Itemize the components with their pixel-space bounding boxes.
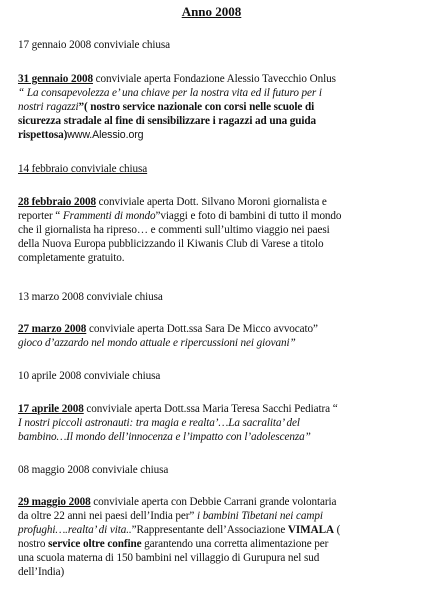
entry-line-text: garantendo una corretta alimentazione per bbox=[141, 538, 329, 550]
entry-line bbox=[18, 537, 418, 551]
entry-text: 17 gennaio 2008 conviviale chiusa bbox=[18, 39, 171, 51]
entry-14-febbraio bbox=[18, 162, 418, 176]
entry-quote: Frammenti di mondo bbox=[62, 210, 156, 222]
entry-line-text: ( bbox=[333, 524, 341, 536]
entry-line bbox=[18, 322, 418, 336]
entry-line bbox=[18, 209, 418, 223]
entry-line-text: conviviale aperta Dott.ssa Maria Teresa Sacchi Pediatra “ bbox=[83, 403, 338, 415]
entry-text: 14 febbraio conviviale chiusa bbox=[18, 163, 148, 175]
entry-line-text: sicurezza stradale al fine di sensibilizzare i ragazzi ad una guida bbox=[18, 115, 317, 127]
entry-line-text: conviviale aperta Dott. Silvano Moroni giornalista e bbox=[95, 196, 327, 208]
entry-line-text: nostro bbox=[18, 538, 49, 550]
entry-quote: gioco d’azzardo nel mondo attuale e ripercussioni nei giovani” bbox=[18, 337, 296, 349]
entry-line-text: una scuola materna di 150 bambini nel villaggio di Gurupura nel sud bbox=[18, 552, 320, 564]
entry-line-text: completamente gratuito. bbox=[18, 252, 125, 264]
entry-line-text: conviviale aperta Fondazione Alessio Tavecchio Onlus bbox=[92, 73, 336, 85]
entry-line-text: conviviale aperta Dott.ssa Sara De Micco avvocato” bbox=[86, 323, 318, 335]
entry-line bbox=[18, 402, 418, 416]
entry-line bbox=[18, 100, 418, 114]
entry-line-text: della Nuova Europa pubblicizzando il Kiwanis Club di Varese a titolo bbox=[18, 238, 324, 250]
entry-27-marzo bbox=[18, 322, 418, 350]
entry-date: 17 aprile 2008 bbox=[18, 403, 84, 415]
entry-line-text: ”( nostro service nazionale con corsi nelle scuole di bbox=[78, 101, 315, 113]
entry-line-text: ”viaggi e foto di bambini di tutto il mondo bbox=[155, 210, 342, 222]
entry-quote-end: nostri ragazzi bbox=[18, 101, 79, 113]
entry-quote: bambino…Il mondo dell’innocenza e l’impatto con l’adolescenza” bbox=[18, 431, 311, 443]
entry-quote: profughi….realta’ di vita.. bbox=[18, 524, 132, 536]
entry-date: 28 febbraio 2008 bbox=[18, 196, 96, 208]
entry-17-aprile bbox=[18, 402, 418, 444]
entry-quote: “ La consapevolezza e’ una chiave per la nostra vita ed il futuro per i bbox=[18, 87, 322, 99]
entry-line-text: da oltre 22 anni nei paesi dell’India per” bbox=[18, 510, 197, 522]
entry-date: 27 marzo 2008 bbox=[18, 323, 87, 335]
entry-line-text: ”Rappresentante dell’Associazione bbox=[131, 524, 288, 536]
entry-text: 08 maggio 2008 conviviale chiusa bbox=[18, 464, 169, 476]
entry-line bbox=[18, 523, 418, 537]
website-link[interactable]: www.Alessio.org bbox=[67, 129, 144, 141]
entry-quote: I nostri piccoli astronauti: tra magia e realta’…La sacralita’ del bbox=[18, 417, 300, 429]
entry-line bbox=[18, 195, 418, 209]
entry-line-text: service oltre confine bbox=[48, 538, 142, 550]
entry-line bbox=[18, 495, 418, 509]
entry-line-text: dell’India) bbox=[18, 566, 65, 578]
entry-line bbox=[18, 128, 418, 142]
entry-10-aprile bbox=[18, 369, 418, 383]
entry-line-text: conviviale aperta con Debbie Carrani grande volontaria bbox=[90, 496, 337, 508]
entry-date: 31 gennaio 2008 bbox=[18, 73, 93, 85]
entry-08-maggio bbox=[18, 463, 418, 477]
entry-29-maggio bbox=[18, 495, 418, 579]
entry-line bbox=[18, 509, 418, 523]
entry-31-gennaio bbox=[18, 72, 418, 142]
entry-quote: i bambini Tibetani nei campi bbox=[196, 510, 323, 522]
entry-text: 10 aprile 2008 conviviale chiusa bbox=[18, 370, 161, 382]
entry-date: 29 maggio 2008 bbox=[18, 496, 91, 508]
entry-line-text: reporter “ bbox=[18, 210, 63, 222]
entry-17-gennaio bbox=[18, 38, 418, 52]
entry-13-marzo bbox=[18, 290, 418, 304]
entry-line-text: che il giornalista ha ripreso… e commenti sull’ultimo viaggio nei paesi bbox=[18, 224, 330, 236]
entry-28-febbraio bbox=[18, 195, 418, 265]
entry-line bbox=[18, 72, 418, 86]
entry-line-text: rispettosa) bbox=[18, 129, 68, 141]
organization-name: VIMALA bbox=[287, 524, 334, 536]
entry-text: 13 marzo 2008 conviviale chiusa bbox=[18, 291, 163, 303]
page-title: Anno 2008 bbox=[181, 4, 242, 19]
